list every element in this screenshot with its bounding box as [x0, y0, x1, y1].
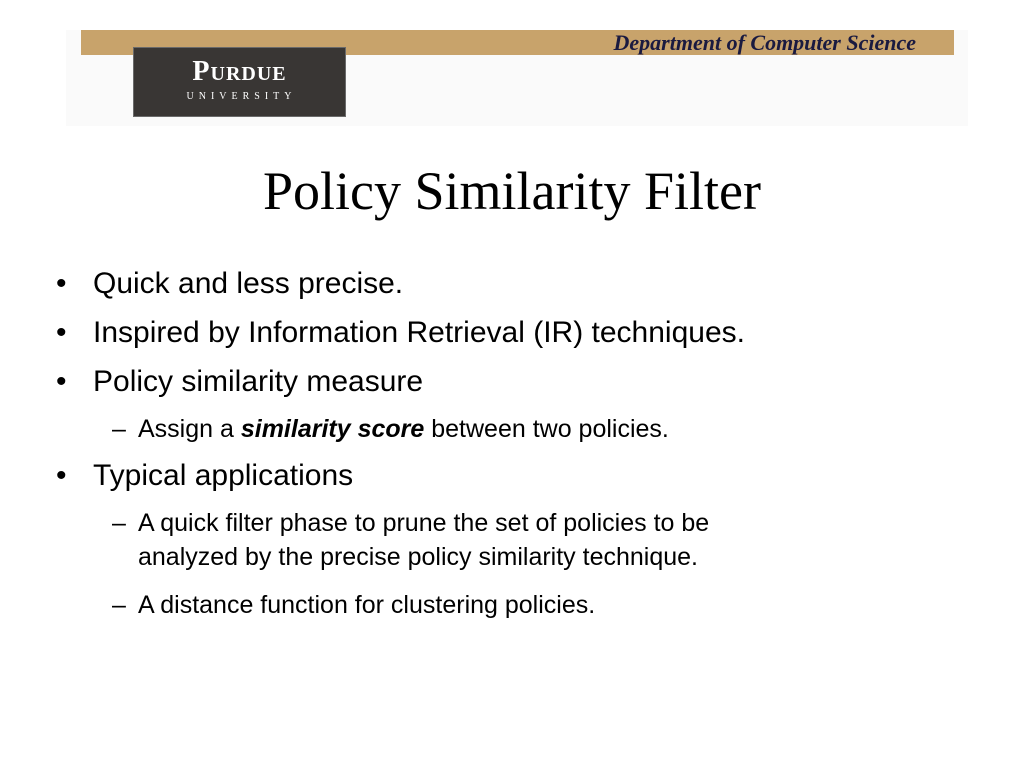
sub-bullet-mark: – [112, 415, 126, 443]
bullet-mark: • [56, 267, 67, 300]
bullet-text: Typical applications [93, 459, 354, 492]
slide-title: Policy Similarity Filter [263, 161, 761, 221]
sub-item-text [138, 506, 898, 574]
sub-text-after: between two policies. [424, 415, 669, 443]
logo-subtitle: UNIVERSITY [186, 91, 297, 102]
sub-item-text: A distance function for clustering policies. [138, 591, 596, 619]
purdue-logo [133, 47, 346, 117]
sub-text-line: analyzed by the precise policy similarity technique. [138, 543, 698, 571]
department-name: Department of Computer Science [613, 30, 916, 55]
logo-wordmark: Purdue [192, 56, 287, 87]
bullet-mark: • [56, 459, 67, 492]
sub-text-line: A quick filter phase to prune the set of policies to be [138, 509, 710, 537]
bullet-mark: • [56, 365, 67, 398]
sub-bullet-mark: – [112, 591, 126, 619]
emphasized-term: similarity score [240, 415, 425, 443]
bullet-text: Policy similarity measure [93, 365, 424, 398]
bullet-mark: • [56, 316, 67, 349]
sub-text-before: Assign a [138, 415, 241, 443]
bullet-text: Inspired by Information Retrieval (IR) techniques. [93, 316, 745, 349]
sub-bullet-mark: – [112, 509, 126, 537]
sub-item-text [138, 412, 898, 446]
bullet-text: Quick and less precise. [93, 267, 404, 300]
